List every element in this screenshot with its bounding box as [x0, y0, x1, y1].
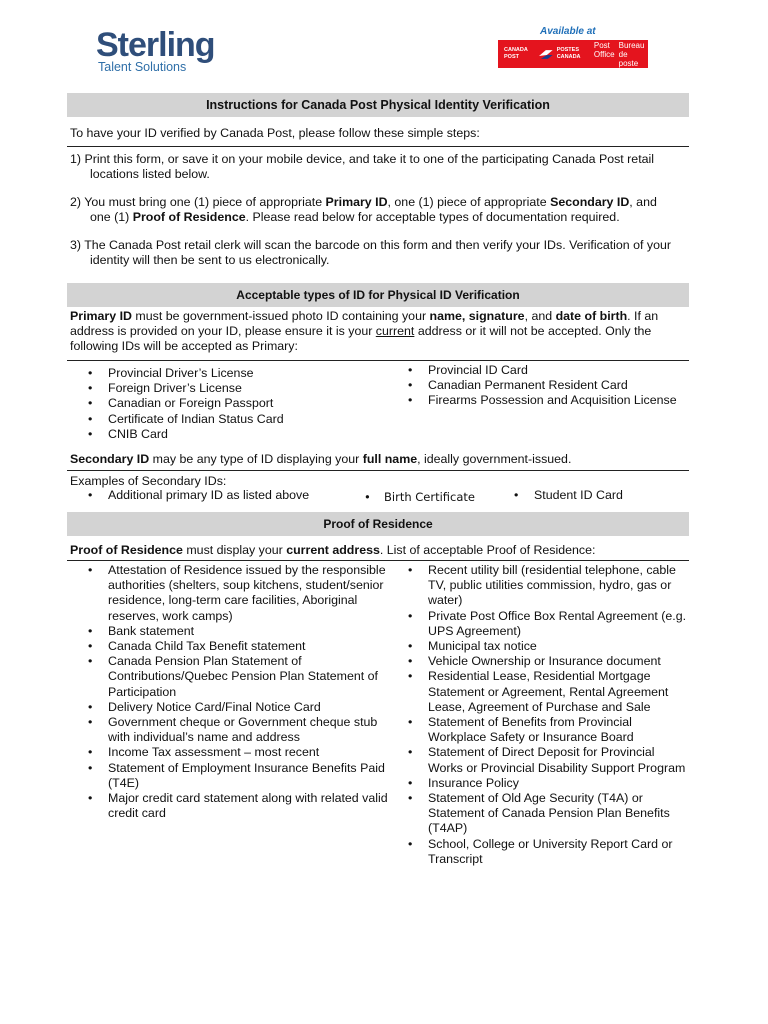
- residence-heading: Proof of Residence: [67, 512, 689, 536]
- list-item: • Income Tax assessment – most recent: [70, 745, 388, 760]
- list-item: • Bank statement: [70, 624, 388, 639]
- secondary-example-1: [70, 488, 360, 503]
- primary-id-list-right: [390, 363, 690, 409]
- available-at-label: Available at: [540, 26, 596, 37]
- step-3: 3) The Canada Post retail clerk will scan the barcode on this form and then verify your IDs. Verification of your identity will then be sent to us electronically.: [70, 238, 672, 267]
- list-item: • Major credit card statement along with related valid credit card: [70, 791, 388, 821]
- list-item: • Canadian Permanent Resident Card: [390, 378, 690, 393]
- primary-id-description: Primary ID must be government-issued photo ID containing your name, signature, and date of birth. If an address is provided on your ID, please ensure it is your current address or it will not be accepted. Only the following IDs will be accepted as Primary:: [70, 309, 659, 353]
- list-item: • Vehicle Ownership or Insurance document: [390, 654, 690, 669]
- primary-id-list-left: [70, 366, 388, 442]
- residence-list-left: [70, 563, 388, 821]
- secondary-id-description: Secondary ID may be any type of ID displaying your full name, ideally government-issued.: [70, 452, 572, 466]
- list-item: • Firearms Possession and Acquisition License: [390, 393, 690, 408]
- page-title: Instructions for Canada Post Physical Identity Verification: [67, 93, 689, 117]
- list-item: • Delivery Notice Card/Final Notice Card: [70, 700, 388, 715]
- list-item: • Statement of Benefits from Provincial Workplace Safety or Insurance Board: [390, 715, 690, 745]
- list-item: • Certificate of Indian Status Card: [70, 412, 388, 427]
- list-item: • Student ID Card: [496, 488, 686, 503]
- list-item: • Attestation of Residence issued by the responsible authorities (shelters, soup kitchens, student/senior residence, long-term care facilities, Aboriginal reserves, work camps): [70, 563, 388, 624]
- list-item: • Statement of Employment Insurance Benefits Paid (T4E): [70, 761, 388, 791]
- cp-name-en: CANADA POST: [504, 47, 528, 60]
- list-item: • Foreign Driver’s License: [70, 381, 388, 396]
- list-item: • Canada Pension Plan Statement of Contributions/Quebec Pension Plan Statement of Participation: [70, 654, 388, 700]
- list-item: • Insurance Policy: [390, 776, 690, 791]
- list-item: • Statement of Old Age Security (T4A) or Statement of Canada Pension Plan Benefits (T4AP): [390, 791, 690, 837]
- divider: [67, 360, 689, 361]
- logo-tagline: Talent Solutions: [98, 60, 187, 74]
- list-item: • Additional primary ID as listed above: [70, 488, 360, 503]
- list-item: • Government cheque or Government cheque stub with individual’s name and address: [70, 715, 388, 745]
- secondary-examples-label: Examples of Secondary IDs:: [70, 474, 227, 488]
- logo-wordmark: Sterling: [96, 26, 215, 64]
- residence-list-right: [390, 563, 690, 867]
- secondary-example-2: [346, 490, 516, 505]
- step-1: 1) Print this form, or save it on your mobile device, and take it to one of the participating Canada Post retail locations listed below.: [70, 152, 655, 181]
- list-item: • School, College or University Report Card or Transcript: [390, 837, 690, 867]
- list-item: • Provincial Driver’s License: [70, 366, 388, 381]
- canada-post-badge: [498, 40, 648, 68]
- cp-post-office: Post Office Bureau de poste: [593, 40, 645, 68]
- list-item: • Birth Certificate: [346, 490, 516, 505]
- secondary-example-3: [496, 488, 686, 503]
- divider: [67, 560, 689, 561]
- sterling-logo: [96, 28, 215, 74]
- list-item: • Statement of Direct Deposit for Provincial Works or Provincial Disability Support Program: [390, 745, 690, 775]
- divider: [67, 146, 689, 147]
- list-item: • Private Post Office Box Rental Agreement (e.g. UPS Agreement): [390, 609, 690, 639]
- canada-post-eagle-icon: [539, 47, 553, 61]
- residence-description: Proof of Residence must display your current address. List of acceptable Proof of Residence:: [70, 543, 596, 557]
- step-2: 2) You must bring one (1) piece of appropriate Primary ID, one (1) piece of appropriate Secondary ID, and one (1) Proof of Residence. Please read below for acceptable types of documentation required.: [70, 195, 657, 224]
- list-item: • Municipal tax notice: [390, 639, 690, 654]
- list-item: • Provincial ID Card: [390, 363, 690, 378]
- cp-name-fr: POSTES CANADA: [556, 47, 581, 60]
- id-section-heading: Acceptable types of ID for Physical ID Verification: [67, 283, 689, 307]
- list-item: • Canadian or Foreign Passport: [70, 396, 388, 411]
- intro-text: To have your ID verified by Canada Post, please follow these simple steps:: [70, 126, 480, 140]
- list-item: • Canada Child Tax Benefit statement: [70, 639, 388, 654]
- list-item: • Recent utility bill (residential telephone, cable TV, public utilities commission, hydro, gas or water): [390, 563, 690, 609]
- list-item: • Residential Lease, Residential Mortgage Statement or Agreement, Rental Agreement Lease, Agreement of Purchase and Sale: [390, 669, 690, 715]
- divider: [67, 470, 689, 471]
- list-item: • CNIB Card: [70, 427, 388, 442]
